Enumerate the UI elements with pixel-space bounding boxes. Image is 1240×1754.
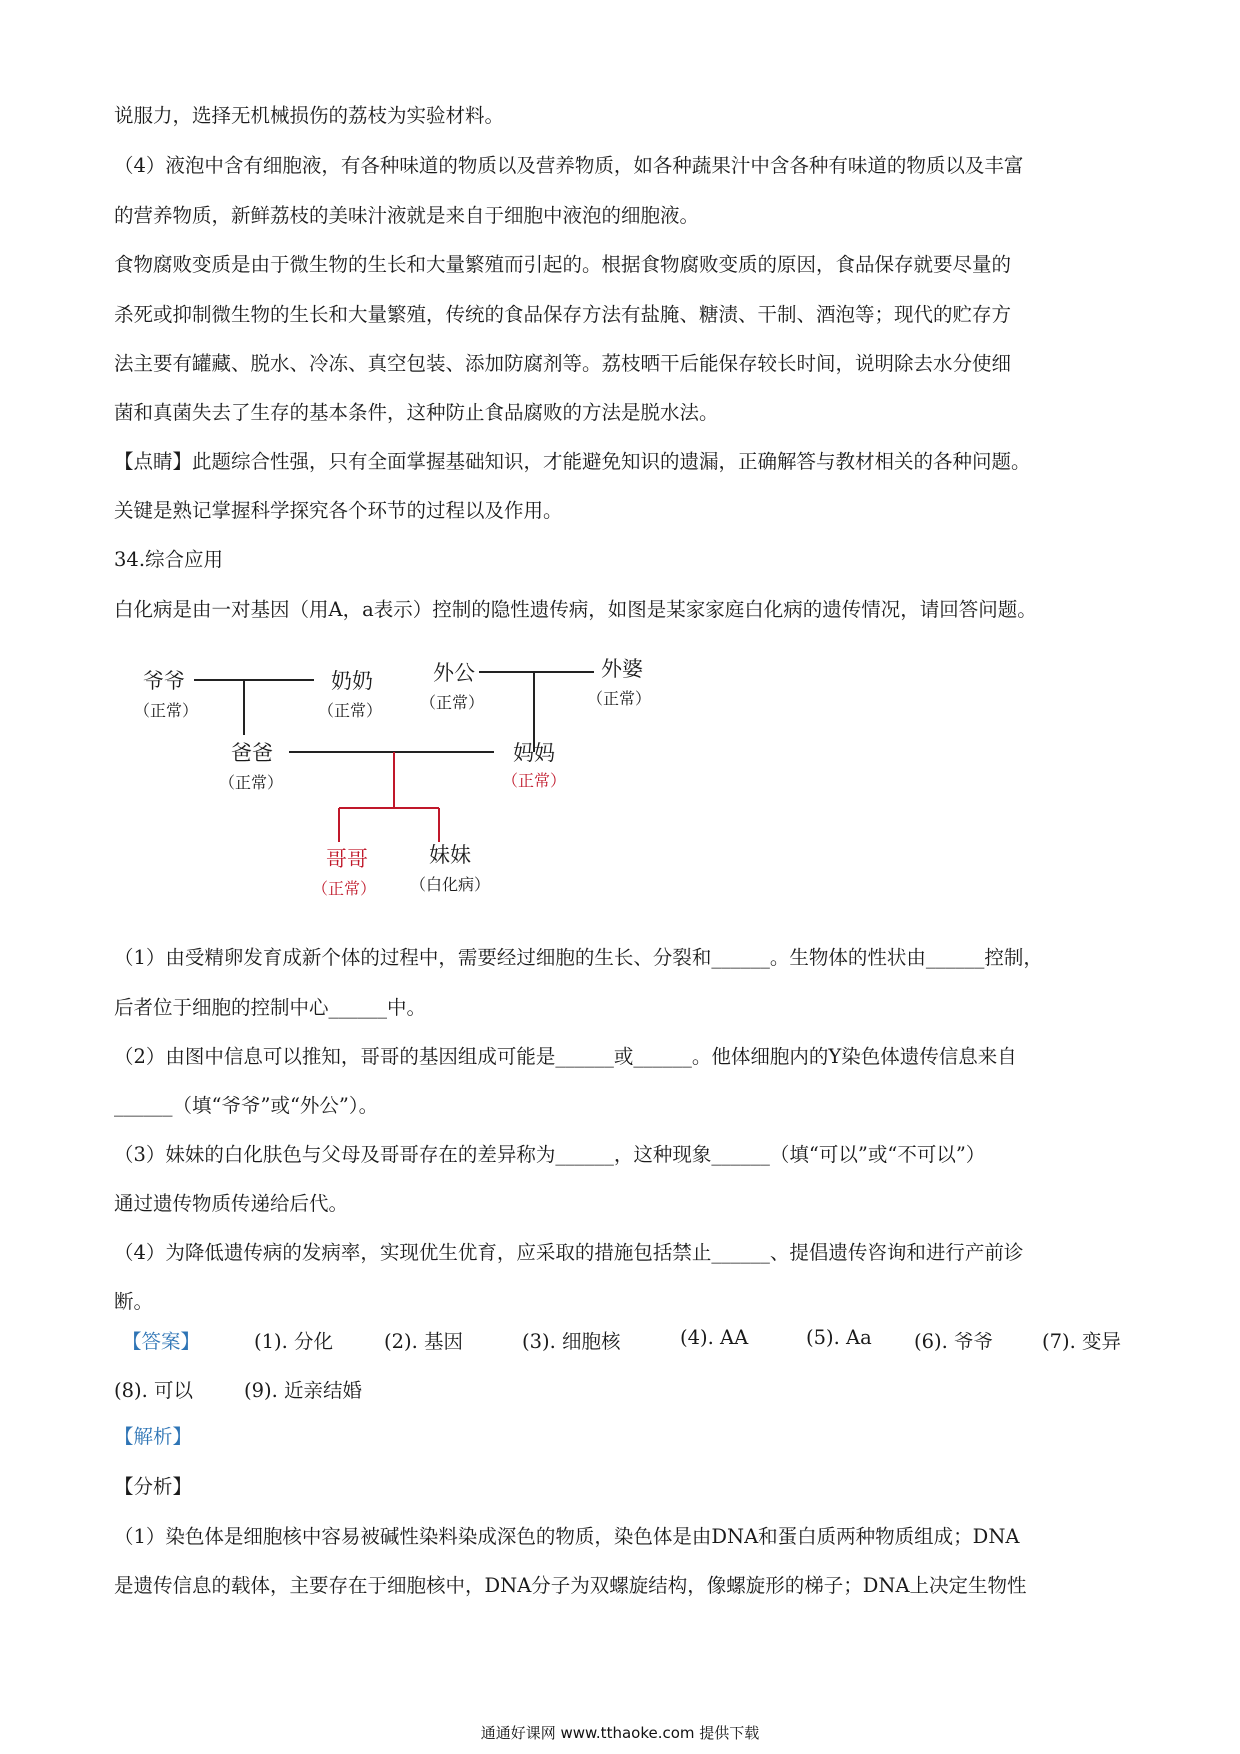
brother-status: （正常） bbox=[311, 879, 377, 898]
maternal-grandma-label: 外婆 bbox=[601, 657, 643, 681]
pedigree-lines bbox=[194, 672, 594, 752]
question-line: （1）由受精卵发育成新个体的过程中，需要经过细胞的生长、分裂和______。生物体的性状由______控制， bbox=[114, 946, 1043, 969]
analysis-line: （1）染色体是细胞核中容易被碱性染料染成深色的物质，染色体是由DNA和蛋白质两种物质组成；DNA bbox=[114, 1525, 1020, 1548]
text-line: 白化病是由一对基因（用A，a表示）控制的隐性遗传病，如图是某家家庭白化病的遗传情况，请回答问题。 bbox=[114, 598, 1037, 621]
maternal-grandpa-label: 外公 bbox=[433, 661, 475, 685]
grandpa-status: （正常） bbox=[133, 701, 199, 720]
question-line: （2）由图中信息可以推知，哥哥的基因组成可能是______或______。他体细胞内的Y染色体遗传信息来自 bbox=[114, 1045, 1017, 1068]
answer-item: (6). 爷爷 bbox=[914, 1330, 994, 1353]
text-line: 法主要有罐藏、脱水、冷冻、真空包装、添加防腐剂等。荔枝晒干后能保存较长时间，说明除去水分使细 bbox=[114, 352, 1012, 375]
pedigree-red-lines bbox=[339, 752, 439, 842]
question-line: 断。 bbox=[114, 1290, 154, 1313]
answer-heading: 【答案】 bbox=[122, 1330, 201, 1353]
brother-label: 哥哥 bbox=[326, 847, 368, 871]
question-line: 通过遗传物质传递给后代。 bbox=[114, 1192, 349, 1215]
maternal-grandpa-status: （正常） bbox=[419, 693, 485, 712]
text-line: 的营养物质，新鲜荔枝的美味汁液就是来自于细胞中液泡的细胞液。 bbox=[114, 204, 700, 227]
answer-item: (1). 分化 bbox=[254, 1330, 334, 1353]
analysis-line: 是遗传信息的载体，主要存在于细胞核中，DNA分子为双螺旋结构，像螺旋形的梯子；DNA上决定生物性 bbox=[114, 1574, 1027, 1597]
text-line: 关键是熟记掌握科学探究各个环节的过程以及作用。 bbox=[114, 499, 563, 522]
maternal-grandma-status: （正常） bbox=[586, 689, 652, 708]
sister-label: 妹妹 bbox=[429, 843, 471, 867]
answer-item: (4). AA bbox=[680, 1326, 749, 1349]
question-line: （3）妹妹的白化肤色与父母及哥哥存在的差异称为______，这种现象______（填“可以”或“不可以”） bbox=[114, 1143, 986, 1166]
grandma-status: （正常） bbox=[317, 701, 383, 720]
question-line: 后者位于细胞的控制中心______中。 bbox=[114, 996, 427, 1019]
fenxi-heading: 【分析】 bbox=[114, 1475, 193, 1498]
answer-item: (7). 变异 bbox=[1042, 1330, 1122, 1353]
grandpa-label: 爷爷 bbox=[143, 669, 185, 693]
answer-item: (3). 细胞核 bbox=[522, 1330, 621, 1353]
father-label: 爸爸 bbox=[231, 741, 273, 765]
text-line: 食物腐败变质是由于微生物的生长和大量繁殖而引起的。根据食物腐败变质的原因，食品保存就要尽量的 bbox=[114, 253, 1012, 276]
answer-item: (2). 基因 bbox=[384, 1330, 464, 1353]
answer-item: (9). 近亲结婚 bbox=[244, 1379, 363, 1402]
text-line: 菌和真菌失去了生存的基本条件，这种防止食品腐败的方法是脱水法。 bbox=[114, 401, 719, 424]
text-line: （4）液泡中含有细胞液，有各种味道的物质以及营养物质，如各种蔬果汁中含各种有味道的物质以及丰富 bbox=[114, 154, 1024, 177]
text-line: 说服力，选择无机械损伤的荔枝为实验材料。 bbox=[114, 104, 505, 127]
pedigree-diagram bbox=[114, 640, 694, 900]
question-line: ______（填“爷爷”或“外公”）。 bbox=[114, 1094, 379, 1117]
sister-status: （白化病） bbox=[409, 875, 491, 894]
text-line: 杀死或抑制微生物的生长和大量繁殖，传统的食品保存方法有盐腌、糖渍、干制、酒泡等；现代的贮存方 bbox=[114, 303, 1012, 326]
text-line: 【点睛】此题综合性强，只有全面掌握基础知识，才能避免知识的遗漏，正确解答与教材相关的各种问题。 bbox=[114, 450, 1031, 473]
analysis-heading: 【解析】 bbox=[114, 1425, 193, 1448]
answer-item: (8). 可以 bbox=[114, 1379, 194, 1402]
page-footer: 通通好课网 www.tthaoke.com 提供下载 bbox=[480, 1724, 760, 1742]
mother-status: （正常） bbox=[501, 771, 567, 790]
answer-item: (5). Aa bbox=[806, 1326, 872, 1349]
grandma-label: 奶奶 bbox=[331, 669, 373, 693]
question-number: 34.综合应用 bbox=[114, 548, 224, 571]
mother-label: 妈妈 bbox=[513, 741, 555, 765]
father-status: （正常） bbox=[218, 773, 284, 792]
question-line: （4）为降低遗传病的发病率，实现优生优育，应采取的措施包括禁止______、提倡遗传咨询和进行产前诊 bbox=[114, 1241, 1024, 1264]
